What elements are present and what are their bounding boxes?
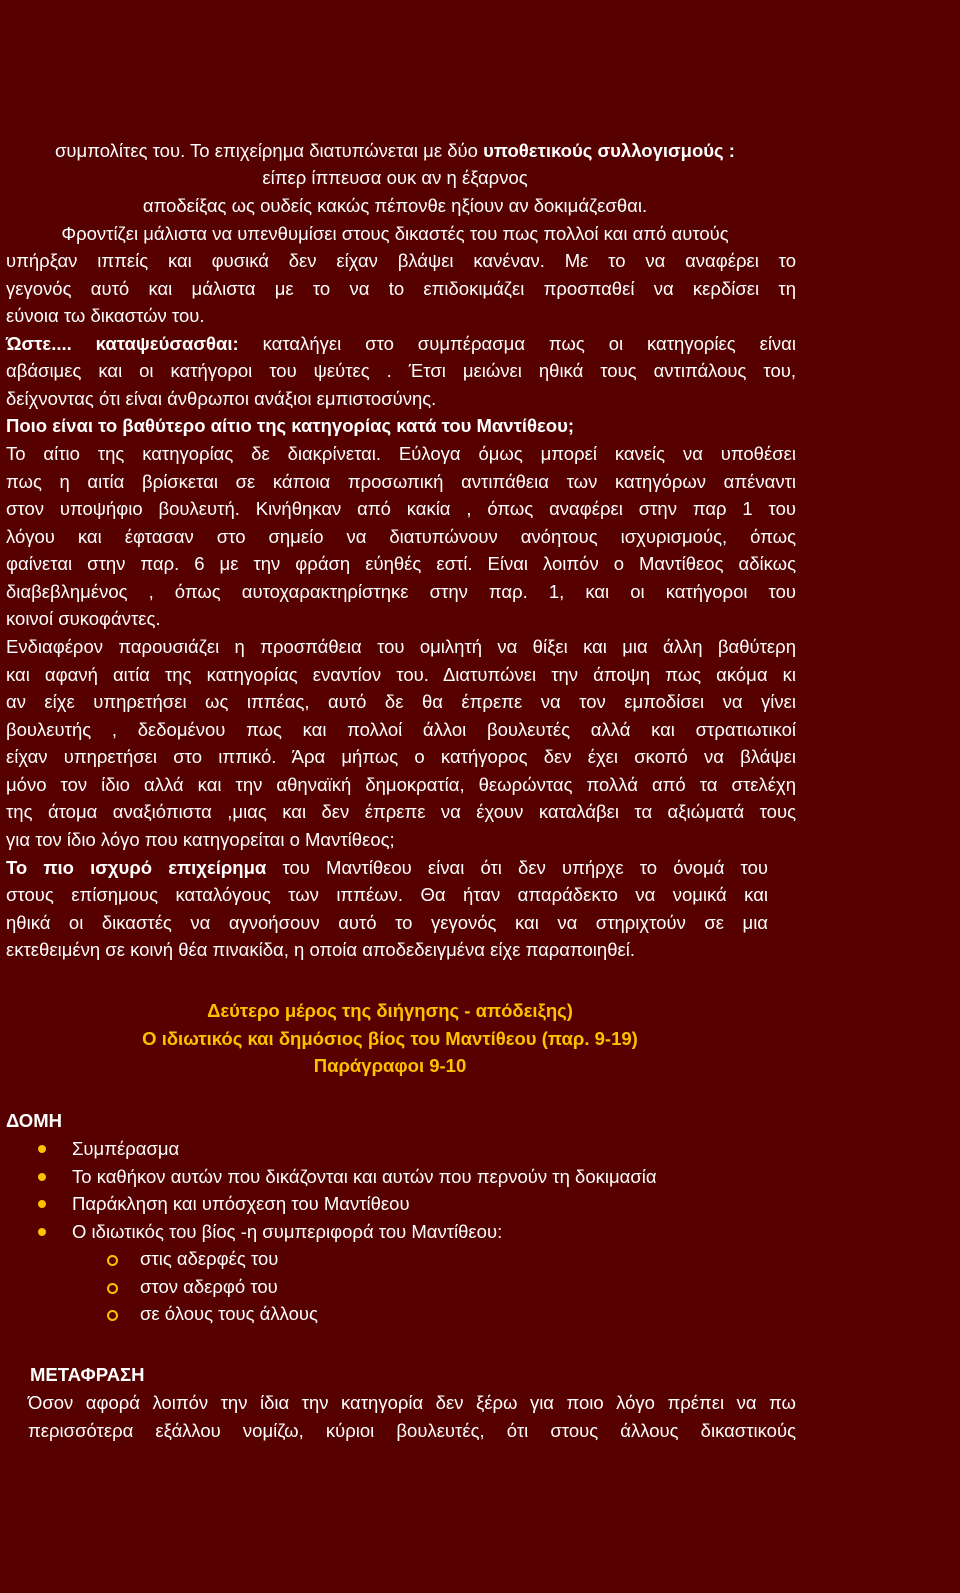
question-line: λόγου και έφτασαν στο σημείο να διατυπώνουν ανόητους ισχυρισμούς, όπως bbox=[6, 526, 796, 547]
conclusion-line-1: Ώστε.... καταψεύσασθαι: καταλήγει στο συμπέρασμα πως οι κατηγορίες είναι bbox=[6, 333, 796, 354]
structure-item: Συμπέρασμα bbox=[72, 1138, 180, 1159]
interest-line: βουλευτής , δεδομένου πως και πολλοί άλλοι βουλευτές αλλά και στρατιωτικοί bbox=[6, 719, 796, 740]
question-line: φαίνεται στην παρ. 6 με την φράση εύηθές εστί. Είναι λοιπόν ο Μαντίθεος αδίκως bbox=[6, 553, 796, 574]
section-subtitle: Ο ιδιωτικός και δημόσιος βίος του Μαντίθεου (παρ. 9-19) bbox=[142, 1028, 638, 1049]
structure-subitem: σε όλους τους άλλους bbox=[140, 1303, 318, 1324]
interest-line: και αφανή αιτία της κατηγορίας εναντίον του. Διατυπώνει την άποψη πως ακόμα κι bbox=[6, 664, 796, 685]
structure-heading: ΔΟΜΗ bbox=[6, 1110, 62, 1131]
interest-line: είχαν υπηρετήσει στο ιππικό. Άρα μήπως ο κατήγορος δεν έχει σκοπό να βλάψει bbox=[6, 746, 796, 767]
conclusion-line: δείχνοντας ότι είναι άνθρωποι ανάξιοι εμπιστοσύνης. bbox=[6, 388, 437, 409]
intro-line-1: συμπολίτες του. Το επιχείρημα διατυπώνεται με δύο υποθετικούς συλλογισμούς : bbox=[55, 140, 735, 161]
bullet-icon bbox=[38, 1173, 46, 1181]
intro-quote-line: αποδείξας ως ουδείς κακώς πέπονθε ηξίουν αν δοκιμάζεσθαι. bbox=[142, 195, 648, 216]
question-line: πως η αιτία βρίσκεται σε κάποια προσωπική αντιπάθεια των κατηγόρων απέναντι bbox=[6, 471, 796, 492]
question-line: κοινοί συκοφάντες. bbox=[6, 608, 161, 629]
circle-bullet-icon bbox=[107, 1310, 118, 1321]
structure-item: Ο ιδιωτικός του βίος -η συμπεριφορά του Μαντίθεου: bbox=[72, 1221, 503, 1242]
question-line: διαβεβλημένος , όπως αυτοχαρακτηρίστηκε στην παρ. 1, και οι κατήγοροι του bbox=[6, 581, 796, 602]
question-heading: Ποιο είναι το βαθύτερο αίτιο της κατηγορίας κατά του Μαντίθεου; bbox=[6, 415, 574, 436]
bullet-icon bbox=[38, 1228, 46, 1236]
intro-line: υπήρξαν ιππείς και φυσικά δεν είχαν βλάψει κανέναν. Με το να αναφέρει το bbox=[6, 250, 796, 271]
bullet-icon bbox=[38, 1145, 46, 1153]
interest-line: για τον ίδιο λόγο που κατηγορείται ο Μαντίθεος; bbox=[6, 829, 395, 850]
strongest-line-1: Το πιο ισχυρό επιχείρημα του Μαντίθεου είναι ότι δεν υπήρχε το όνομά του bbox=[6, 857, 769, 878]
strongest-line: ηθικά οι δικαστές να αγνοήσουν αυτό το γεγονός και να στηριχτούν σε μια bbox=[6, 912, 768, 933]
interest-line: Ενδιαφέρον παρουσιάζει η προσπάθεια του ομιλητή να θίξει και μια άλλη βαθύτερη bbox=[6, 636, 796, 657]
intro-line: Φροντίζει μάλιστα να υπενθυμίσει στους δικαστές του πως πολλοί και από αυτούς bbox=[61, 223, 729, 244]
interest-line: της άτομα αναξιόπιστα ,μιας και δεν έπρεπε να έχουν καταλάβει τα αξιώματά τους bbox=[6, 801, 796, 822]
question-line: στον υποψήφιο βουλευτή. Κινήθηκαν από κακία , όπως αναφέρει στην παρ 1 του bbox=[6, 498, 796, 519]
strongest-line: εκτεθειμένη σε κοινή θέα πινακίδα, η οποία αποδεδειγμένα είχε παραποιηθεί. bbox=[6, 939, 635, 960]
structure-item: Παράκληση και υπόσχεση του Μαντίθεου bbox=[72, 1193, 410, 1214]
intro-line: γεγονός αυτό και μάλιστα με το να to επιδοκιμάζει προσπαθεί να κερδίσει τη bbox=[6, 278, 796, 299]
interest-line: μόνο τον ίδιο αλλά και την αθηναϊκή δημοκρατία, θεωρώντας πολλά από τα στελέχη bbox=[6, 774, 796, 795]
question-line: Το αίτιο της κατηγορίας δε διακρίνεται. Εύλογα όμως μπορεί κανείς να υποθέσει bbox=[6, 443, 796, 464]
structure-subitem: στις αδερφές του bbox=[140, 1248, 279, 1269]
translation-heading: ΜΕΤΑΦΡΑΣΗ bbox=[30, 1364, 145, 1385]
section-paragraphs: Παράγραφοι 9-10 bbox=[313, 1055, 467, 1076]
section-title: Δεύτερο μέρος της διήγησης - απόδειξης) bbox=[207, 1000, 573, 1021]
translation-line: περισσότερα εξάλλου νομίζω, κύριοι βουλευτές, ότι στους άλλους δικαστικούς bbox=[28, 1420, 796, 1441]
intro-line: εύνοια τω δικαστών του. bbox=[6, 305, 205, 326]
conclusion-line: αβάσιμες και οι κατήγοροι του ψεύτες . Έτσι μειώνει ηθικά τους αντιπάλους του, bbox=[6, 360, 796, 381]
strongest-line: στους επίσημους καταλόγους των ιππέων. Θα ήταν απαράδεκτο να νομικά και bbox=[6, 884, 768, 905]
translation-line: Όσον αφορά λοιπόν την ίδια την κατηγορία δεν ξέρω για ποιο λόγο πρέπει να πω bbox=[28, 1392, 796, 1413]
interest-line: αν είχε υπηρετήσει ως ιππέας, αυτό δε θα έπρεπε να τον εμποδίσει να γίνει bbox=[6, 691, 796, 712]
intro-quote-line: είπερ ίππευσα ουκ αν η έξαρνος bbox=[262, 167, 528, 188]
circle-bullet-icon bbox=[107, 1255, 118, 1266]
structure-item: Το καθήκον αυτών που δικάζονται και αυτών που περνούν τη δοκιμασία bbox=[72, 1166, 657, 1187]
bullet-icon bbox=[38, 1200, 46, 1208]
structure-subitem: στον αδερφό του bbox=[140, 1276, 278, 1297]
circle-bullet-icon bbox=[107, 1283, 118, 1294]
